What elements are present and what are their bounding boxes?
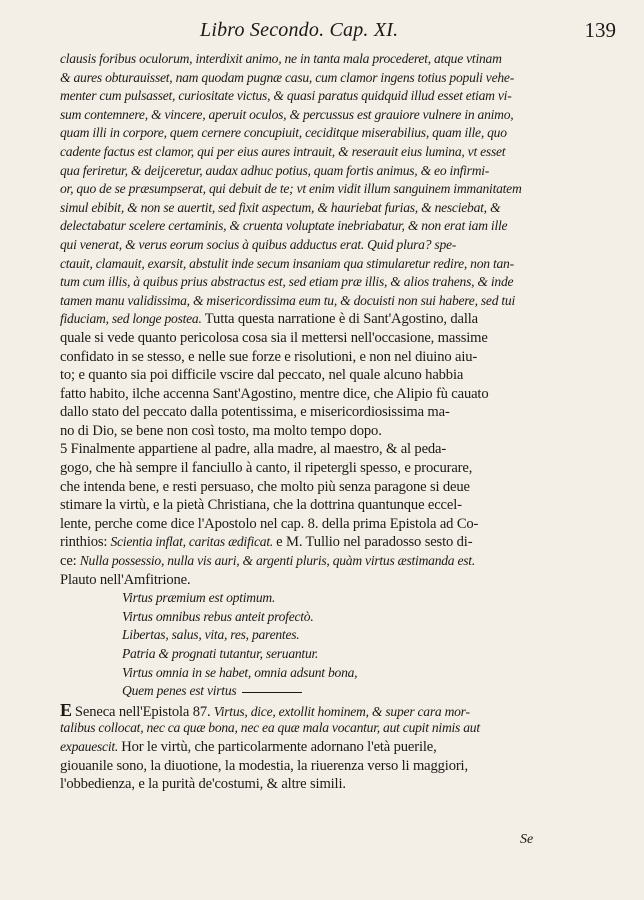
- text-line: gogo, che hà sempre il fanciullo à canto, il ripetergli spesso, e procurare,: [60, 460, 473, 477]
- text-line: tamen manu validissima, & misericordissima eum tu, & docuisti non sui habere, sed tui: [60, 292, 516, 308]
- text-line: che intenda bene, e resti persuaso, che molto più senza paragone si deue: [60, 478, 470, 495]
- running-head: Libro Secondo. Cap. XI.: [200, 19, 399, 41]
- text-line: [60, 738, 626, 757]
- page-header: [200, 19, 620, 47]
- text-line: cadente factus est clamor, qui per eius aures intrauit, & reserauit eius lumina, vt esset: [60, 143, 506, 159]
- italian-fragment: e M. Tullio nel paradosso sesto di-: [276, 534, 473, 551]
- text-line: [60, 533, 626, 552]
- verse-line: Virtus præmium est optimum.: [122, 590, 276, 606]
- text-line: talibus collocat, nec ca quæ bona, nec ea quæ mala vocantur, aut cupit nimis aut: [60, 720, 480, 736]
- text-line: l'obbedienza, e la purità de'costumi, & altre simili.: [60, 776, 346, 793]
- text-line: to; e quanto sia poi difficile vscire dal peccato, nel quale alcuno habbia: [60, 367, 464, 384]
- text-line: Plauto nell'Amfitrione.: [60, 571, 191, 588]
- drop-cap: E: [60, 700, 72, 720]
- text-line: [60, 310, 626, 329]
- text-line: confidato in se stesso, e nelle sue forze e risolutioni, e non nel diuino aiu-: [60, 348, 478, 365]
- text-line: [60, 701, 626, 720]
- verse-line: Libertas, salus, vita, res, parentes.: [122, 627, 300, 643]
- verse-line: Virtus omnia in se habet, omnia adsunt bona,: [122, 664, 358, 680]
- text-line: no di Dio, se bene non così tosto, ma molto tempo dopo.: [60, 422, 382, 439]
- latin-fragment: Scientia inflat, caritas ædificat.: [110, 534, 274, 550]
- page-number: 139: [584, 18, 616, 42]
- text-line: quale si vede quanto pericolosa cosa sia il mettersi nell'occasione, massime: [60, 329, 488, 346]
- italian-fragment: Hor le virtù, che particolarmente adornano l'età puerile,: [121, 738, 437, 755]
- verse-line: [60, 682, 626, 701]
- latin-fragment: Virtus, dice, extollit hominem, & super cara mor-: [213, 703, 470, 719]
- text-line: clausis foribus oculorum, interdixit animo, ne in tanta mala procederet, atque vtinam: [60, 51, 502, 66]
- latin-fragment: fiduciam, sed longe postea.: [60, 311, 202, 327]
- text-line: fatto habito, ilche accenna Sant'Agostino, mentre dice, che Alipio fù cauato: [60, 385, 489, 402]
- italian-fragment: rinthios:: [60, 534, 108, 551]
- text-line: qui venerat, & verus eorum socius à quibus adductus erat. Quid plura? spe-: [60, 236, 457, 252]
- text-line: dallo stato del peccato dalla potentissima, e misericordiosissima ma-: [60, 404, 450, 421]
- catchword: Se: [520, 832, 534, 847]
- italian-fragment: Seneca nell'Epistola 87.: [74, 703, 211, 720]
- text-line: quam illi in corpore, quem cernere concupiuit, ceciditque miserabilius, quam ille, quo: [60, 125, 507, 141]
- page-body: [60, 50, 626, 794]
- text-line: stimare la virtù, e la pietà Christiana, che la dottrina quantunque eccel-: [60, 497, 462, 514]
- verse-line: Virtus omnibus rebus anteit profectò.: [122, 608, 314, 624]
- text-line: lente, perche come dice l'Apostolo nel cap. 8. della prima Epistola ad Co-: [60, 515, 479, 532]
- text-line: qua feriretur, & deijceretur, audax adhuc potius, quam fortis animus, & eo infirmi-: [60, 162, 490, 178]
- text-line: [60, 552, 626, 571]
- italian-fragment: Tutta questa narratione è di Sant'Agostino, dalla: [204, 311, 478, 328]
- text-line: sum contemnere, & vincere, aperuit oculos, & percussus est grauiore vulnere in animo,: [60, 106, 514, 122]
- verse-line: Patria & prognati tutantur, seruantur.: [122, 646, 319, 661]
- verse-rule: [242, 692, 302, 693]
- text-line: 5 Finalmente appartiene al padre, alla madre, al maestro, & al peda-: [60, 441, 447, 458]
- text-line: menter cum pulsasset, curiositate victus, & quasi paratus quidquid illud esset etiam vi-: [60, 88, 512, 104]
- italian-fragment: ce:: [60, 553, 77, 570]
- latin-fragment: Nulla possessio, nulla vis auri, & argenti pluris, quàm virtus æstimanda est.: [79, 553, 475, 569]
- verse-text: Quem penes est virtus: [122, 683, 237, 699]
- text-line: or, quo de se præsumpserat, qui debuit de te; vt enim vidit illum sanguinem immanitatem: [60, 181, 522, 197]
- text-line: delectabatur scelere certaminis, & cruenta voluptate inebriabatur, & non erat iam ille: [60, 218, 508, 234]
- latin-fragment: expauescit.: [60, 738, 119, 754]
- text-line: simul ebibit, & non se auertit, sed fixit aspectum, & hauriebat furias, & nesciebat, &: [60, 199, 501, 215]
- text-line: tum cum illis, à quibus prius abstractus est, sed etiam præ illis, & alios trahens, & inde: [60, 274, 514, 290]
- text-line: ctauit, clamauit, exarsit, abstulit inde secum insaniam qua stimularetur redire, non tan-: [60, 255, 514, 271]
- text-line: & aures obturauisset, nam quodam pugnæ casu, cum clamor ingens totius populi vehe-: [60, 69, 514, 85]
- text-line: giouanile sono, la diuotione, la modestia, la riuerenza verso li maggiori,: [60, 757, 468, 774]
